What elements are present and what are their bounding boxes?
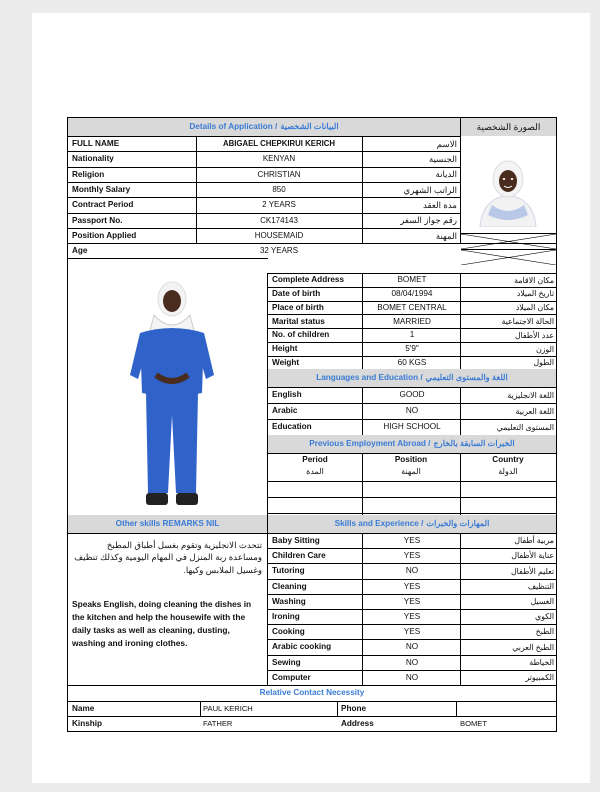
skill-label: Tutoring [272,566,305,576]
skill-label-ar: الكمبيوتر [525,672,554,682]
languages-header [268,369,556,387]
contact-divider-1 [200,701,201,716]
employment-row-line [268,497,556,498]
employment-header [268,435,556,453]
skill-value: NO [405,672,419,682]
skill-label: Cleaning [272,581,307,591]
skill-label-ar: تعليم الأطفال [510,566,554,576]
employment-col-header: Country [492,454,524,464]
employment-row-line [268,513,556,514]
employment-row-line [268,481,556,482]
personal-col-divider-ar [362,136,363,243]
personal-col-divider [196,136,197,243]
skills-title-ar: المهارات والخبرات [426,518,490,528]
photo-title: الصورة الشخصية [476,121,541,132]
language-label: English [272,390,302,400]
detail-label: Weight [272,358,300,368]
personal-label: Nationality [72,154,114,164]
detail-label: Date of birth [272,289,321,299]
languages-title-ar: اللغة والمستوى التعليمي [425,372,508,382]
detail-col-divider-ar [460,273,461,370]
skill-label: Computer [272,672,311,682]
passport-photo [472,155,544,227]
detail-label-ar: مكان الميلاد [515,303,554,313]
contact-phone-label: Phone [341,703,367,713]
skill-value: YES [403,596,421,606]
skill-label: Sewing [272,657,301,667]
skill-label: Children Care [272,551,326,561]
contact-bottom-line [68,731,556,732]
detail-value: BOMET [397,275,427,285]
details-title: Details of Application / [189,121,278,131]
contact-kinship-value: FATHER [203,719,233,729]
detail-label: Height [272,344,298,354]
languages-title: Languages and Education / [316,372,423,382]
skill-label-ar: الكوي [535,612,554,622]
detail-value: 60 KGS [397,358,427,368]
skill-label-ar: الطبخ العربي [512,642,554,652]
skill-label-ar: التنظيف [527,581,554,591]
detail-label: No. of children [272,330,330,340]
personal-value: 850 [272,185,286,195]
detail-label: Complete Address [272,275,345,285]
detail-label-ar: الحالة الاجتماعية [501,316,554,326]
other-skills-english: Speaks English, doing cleaning the dishes in the kitchen and help the housewife with the daily tasks as well as cleaning, dusting, washing and ironing clothes. [72,599,252,649]
skill-label: Ironing [272,611,300,621]
contact-divider-3 [456,701,457,716]
skill-label: Cooking [272,627,305,637]
detail-label-ar: عدد الأطفال [514,330,554,340]
detail-label-ar: الوزن [535,344,554,354]
language-value: GOOD [399,390,425,400]
skill-value: YES [403,581,421,591]
employment-col-divider-2 [460,453,461,515]
personal-label-ar: الراتب الشهري [403,184,457,195]
empty-box-1 [461,233,556,249]
contact-name-value: PAUL KERICH [203,704,253,714]
skill-col-divider [362,533,363,685]
skills-header [268,515,556,533]
personal-label-ar: مدة العقد [422,200,457,211]
skill-label: Washing [272,596,306,606]
contact-divider-2 [337,701,338,716]
employment-title: Previous Employment Abroad / [309,438,431,448]
personal-value: KENYAN [262,154,296,164]
detail-label: Place of birth [272,302,324,312]
application-form-page [32,13,590,783]
employment-col-divider-1 [362,453,363,515]
skill-label: Arabic cooking [272,642,332,652]
photo-header [461,118,556,136]
contact-right-border [556,701,557,732]
personal-value: HOUSEMAID [254,230,304,240]
employment-col-header-ar: المهنة [401,466,421,476]
details-title-ar: البيانات الشخصية [280,121,339,131]
language-label-ar: اللغة الانجليزية [507,390,554,400]
language-col-divider-ar [460,387,461,435]
personal-label: FULL NAME [72,139,120,149]
other-skills-title: Other skills REMARKS NIL [115,518,220,528]
detail-col-divider [362,273,363,370]
employment-title-ar: الخبرات السابقة بالخارج [433,438,515,448]
contact-left-border [67,701,68,732]
personal-label: Position Applied [72,230,137,240]
personal-bottom-line [68,258,268,259]
detail-value: MARRIED [393,316,431,326]
skill-value: YES [403,627,421,637]
photo-col-divider [460,118,461,243]
contact-kinship-label: Kinship [72,718,103,728]
language-label-ar: اللغة العربية [515,406,554,416]
detail-label-ar: الطول [533,358,554,368]
language-col-divider [362,387,363,435]
contact-phone-value [460,702,554,716]
skill-value: NO [405,642,419,652]
body-col-divider [267,273,268,515]
skill-label: Baby Sitting [272,535,320,545]
skill-label-ar: عناية الأطفال [511,551,554,561]
contact-name-label: Name [72,703,95,713]
personal-label: Monthly Salary [72,184,131,194]
personal-label-ar [362,244,457,258]
personal-value: 2 YEARS [262,200,296,210]
personal-label: Passport No. [72,215,123,225]
language-value: HIGH SCHOOL [383,422,441,432]
personal-value: CK174143 [260,215,298,225]
personal-label-ar: رقم جواز السفر [400,215,457,226]
employment-col-header-ar: الدولة [498,466,518,476]
detail-value: 08/04/1994 [391,289,433,299]
detail-value: 1 [409,330,415,340]
employment-col-header: Position [394,454,428,464]
skill-label-ar: الخياطة [529,657,554,667]
skill-col-divider-ar [460,533,461,685]
language-label: Arabic [272,406,298,416]
personal-value: ABIGAEL CHEPKIRUI KERICH [222,139,336,149]
personal-label: Contract Period [72,200,134,210]
personal-label: Religion [72,169,105,179]
contact-title: Relative Contact Necessity [259,688,365,698]
language-label: Education [272,422,312,432]
personal-label: Age [72,246,88,256]
skill-value: YES [403,611,421,621]
personal-label-ar: الديانة [435,169,457,180]
skill-value: NO [405,657,419,667]
other-skills-header [68,515,267,533]
other-skills-arabic: تتحدث الانجليزية وتقوم بغسل أطباق المطبخ ومساعدة ربة المنزل في المهام اليومية وكذلك تنظيف وغسيل الملابس وكيها. [74,540,262,575]
employment-col-header-ar: المدة [306,466,324,476]
skill-value: YES [403,551,421,561]
personal-label-ar: المهنة [435,230,457,241]
skill-label-ar: مربية أطفال [514,536,554,546]
language-value: NO [405,406,419,416]
skill-value: YES [403,535,421,545]
contact-header [68,685,556,701]
personal-value: CHRISTIAN [257,169,301,179]
skills-left-divider [267,515,268,685]
personal-value: 32 YEARS [259,246,299,256]
detail-label-ar: تاريخ الميلاد [516,289,554,299]
full-body-photo [112,275,232,515]
personal-label-ar: الاسم [436,138,457,149]
skills-title: Skills and Experience / [334,518,424,528]
skill-value: NO [405,566,419,576]
language-label-ar: المستوى التعليمي [496,422,554,432]
details-header [68,118,460,136]
empty-box-2 [461,249,556,265]
detail-label-ar: مكان الاقامة [514,275,554,285]
skill-label-ar: الغسيل [530,596,554,606]
personal-label-ar: الجنسية [428,154,457,165]
detail-value: BOMET CENTRAL [377,302,447,312]
detail-label: Marital status [272,316,325,326]
skill-label-ar: الطبخ [535,627,554,637]
contact-address-label: Address [341,718,374,728]
detail-value: 5'9" [405,344,419,354]
contact-address-value: BOMET [460,719,488,729]
employment-col-header: Period [302,454,328,464]
